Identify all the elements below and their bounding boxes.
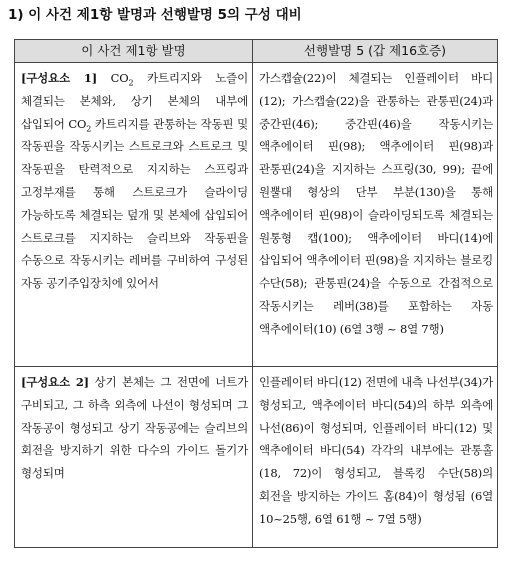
table-row [15, 63, 498, 367]
claim-component-text: [구성요소 2] 상기 본체는 그 전면에 너트가 구비되고, 그 하측 외측에 나선이 형성되며 그 작동공이 형성되고 상기 작동공에는 슬리브의 회전을 방지하기 위한 다수의 가이드 돌기가 형성되며 [21, 375, 248, 481]
claim-component-cell [15, 367, 253, 548]
claim-component-cell [15, 63, 253, 367]
prior-art-text: 인플레이터 바디(12) 전면에 내측 나선부(34)가 형성되고, 액추에이터 바디(54)의 하부 외측에 나선(86)이 형성되며, 인플레이터 바디(12) 및 액추에이터 바디(54) 각각의 내부에는 관통홀(18, 72)이 형성되고, 블록킹 수단(58)의 회전을 방지하는 가이드 홈(84)이 형성됨 (6열 10~25행, 6열 61행 ~ 7열 5행) [259, 375, 493, 526]
prior-art-cell [253, 367, 498, 548]
component-tag: [구성요소 2] [21, 375, 89, 389]
table-header-row [15, 40, 498, 63]
header-prior-invention: 선행발명 5 (갑 제16호증) [253, 40, 498, 63]
header-claim-invention: 이 사건 제1항 발명 [15, 40, 253, 63]
claim-component-text: [구성요소 1] $CO_2$ 카트리지와 노즐이 체결되는 본체와, 상기 본체의 내부에 삽입되어 $CO_2$ 카트리지를 관통하는 작동핀 및 작동핀을 작동시키는 스트로크와 스트로크 및 작동핀을 탄력적으로 지지하는 스프링과 고정부재를 통해 스트로크가 슬라이딩 가능하도록 체결되는 덮개 및 본체에 삽입되어 스트로크를 지지하는 슬리브와 작동핀을 수동으로 작동시키는 레버를 구비하여 구성된 자동 공기주입장치에 있어서 [21, 71, 249, 291]
prior-art-text: 가스캡슐(22)이 체결되는 인플레이터 바디(12); 가스캡슐(22)을 관통하는 관통핀(24)과 중간핀(46); 중간핀(46)을 작동시키는 액추에이터 핀(98); 액추에이터 핀(98)과 관통핀(24)을 지지하는 스프링(30, 99); 끝에 원뿔대 형상의 단부 부분(130)을 통해 액추에이터 핀(98)이 슬라이딩되도록 체결되는 원통형 캡(100); 액추에이터 바디(14)에 삽입되어 액추에이터 핀(98)을 지지하는 블로킹 수단(58); 관통핀(24)을 수동으로 간접적으로 작동시키는 레버(38)를 포함하는 자동 액추에이터(10) (6열 3행 ~ 8열 7행) [259, 71, 493, 336]
section-title: 1) 이 사건 제1항 발명과 선행발명 5의 구성 대비 [8, 7, 302, 23]
prior-art-cell [253, 63, 498, 367]
table-row [15, 367, 498, 548]
comparison-table [14, 39, 498, 548]
component-tag: [구성요소 1] [21, 71, 97, 85]
